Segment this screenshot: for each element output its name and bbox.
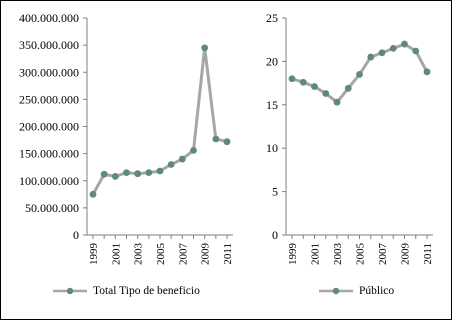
- data-point-right: [300, 79, 307, 86]
- legend-marker-right: [319, 286, 353, 296]
- y-tick-label-right: 5: [272, 184, 278, 199]
- y-tick-label-right: 10: [266, 141, 278, 156]
- data-point-right: [345, 85, 352, 92]
- y-tick-label-right: 25: [266, 11, 278, 25]
- y-tick-label-right: 15: [266, 97, 278, 112]
- y-tick-label-left: 150.000.000: [19, 146, 79, 161]
- data-point-left: [123, 169, 130, 176]
- x-tick-label-right: 1999: [287, 243, 299, 265]
- x-tick-label-right: 2003: [332, 243, 344, 265]
- data-point-right: [367, 54, 374, 61]
- y-tick-label-left: 350.000.000: [19, 38, 79, 53]
- legend-marker-left: [53, 286, 87, 296]
- legend-label-right: Público: [359, 285, 395, 297]
- legend-left: [53, 285, 200, 297]
- data-point-left: [134, 170, 141, 177]
- data-point-right: [401, 41, 408, 48]
- y-tick-label-left: 250.000.000: [19, 92, 79, 107]
- legend-right: [319, 285, 394, 297]
- y-tick-label-left: 200.000.000: [19, 119, 79, 134]
- x-tick-label-left: 2003: [132, 243, 145, 265]
- data-point-left: [157, 168, 164, 175]
- y-tick-label-left: 0: [73, 228, 79, 242]
- y-tick-label-left: 50.000.000: [25, 200, 79, 215]
- y-tick-label-left: 100.000.000: [19, 173, 79, 188]
- data-point-right: [379, 49, 386, 56]
- data-point-left: [90, 191, 97, 198]
- legend-label-left: Total Tipo de beneficio: [93, 285, 200, 297]
- x-tick-label-left: 2007: [177, 243, 190, 265]
- x-tick-label-left: 2001: [110, 243, 123, 265]
- x-tick-label-right: 2001: [309, 243, 322, 265]
- data-point-right: [334, 99, 341, 106]
- y-tick-label-right: 20: [266, 54, 278, 69]
- data-point-left: [112, 173, 119, 180]
- chart-canvas: [1, 1, 451, 319]
- data-point-left: [168, 161, 175, 168]
- x-tick-label-left: 2005: [155, 243, 167, 265]
- x-tick-label-right: 2005: [354, 243, 367, 265]
- x-tick-label-left: 2009: [199, 243, 212, 265]
- data-point-right: [424, 68, 431, 75]
- data-point-right: [356, 71, 363, 78]
- x-tick-label-right: 2011: [422, 243, 434, 265]
- data-point-left: [190, 147, 197, 154]
- data-point-right: [412, 48, 419, 55]
- data-point-left: [145, 169, 152, 176]
- data-point-left: [179, 156, 186, 163]
- data-point-left: [224, 138, 231, 145]
- data-point-right: [322, 90, 329, 97]
- x-tick-label-left: 2011: [222, 243, 234, 265]
- data-point-left: [201, 44, 208, 51]
- x-tick-label-right: 2009: [399, 243, 412, 265]
- x-tick-label-right: 2007: [377, 243, 389, 265]
- data-point-right: [390, 45, 397, 52]
- data-point-right: [311, 83, 318, 90]
- y-tick-label-right: 0: [272, 228, 278, 242]
- data-point-left: [101, 171, 108, 178]
- y-tick-label-left: 400.000.000: [19, 11, 79, 25]
- x-tick-label-left: 1999: [88, 243, 100, 265]
- data-point-left: [212, 136, 219, 143]
- data-point-right: [289, 75, 296, 82]
- y-tick-label-left: 300.000.000: [19, 65, 79, 80]
